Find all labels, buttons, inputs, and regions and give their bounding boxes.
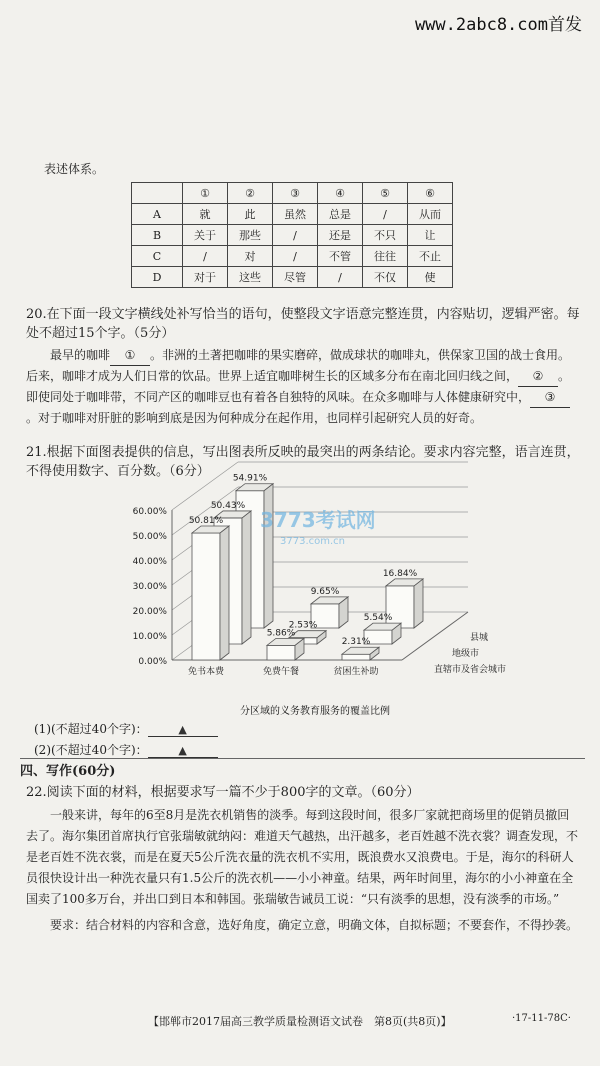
footer-code: ·17-11-78C· [512,1013,571,1024]
divider [20,758,585,759]
table-cell: ① [183,183,228,204]
answer-1-label: (1)(不超过40个字)： [34,722,148,736]
series-label: 直辖市及省会城市 [434,665,507,675]
y-tick-label: 60.00% [132,507,167,517]
table-row [132,267,453,288]
y-tick-label: 20.00% [132,607,167,617]
bar-front [342,654,370,660]
table-cell: 虽然 [273,204,318,225]
table-row [132,225,453,246]
table-cell: / [273,225,318,246]
bar-side [242,511,251,644]
data-label: 54.91% [232,473,268,484]
table-cell: 对 [228,246,273,267]
table-cell: ⑤ [363,183,408,204]
table-cell [132,183,183,204]
category-label: 免书本费 [187,667,225,677]
y-tick-label: 10.00% [132,632,167,642]
table-cell: 不管 [318,246,363,267]
q21-answer-1 [34,720,218,737]
bar-front [267,645,295,660]
table-cell: 那些 [228,225,273,246]
y-tick-label: 30.00% [132,582,167,592]
table-cell: 就 [183,204,228,225]
chart-title: 分区域的义务教育服务的覆盖比例 [240,706,390,717]
table-cell: / [273,246,318,267]
q22-requirement: 要求：结合材料的内容和含意，选好角度，确定立意，明确文体，自拟标题；不要套作，不得抄袭。 [50,918,579,932]
bar-side [414,579,423,628]
table-row [132,183,453,204]
table-cell: / [363,204,408,225]
table-cell: 尽管 [273,267,318,288]
table-cell: B [132,225,183,246]
answer-2-label: (2)(不超过40个字)： [34,743,148,757]
triangle-icon: ▲ [178,723,187,736]
table-row [132,246,453,267]
table-cell: 此 [228,204,273,225]
choice-table [131,182,453,288]
data-label: 50.81% [188,515,224,526]
data-label: 16.84% [382,568,418,579]
page-footer: 【邯郸市2017届高三教学质量检测语文试卷 第8页(共8页)】 [148,1015,452,1028]
table-cell: ④ [318,183,363,204]
data-label: 50.43% [210,500,246,511]
table-cell: 不仅 [363,267,408,288]
q20-title: 20.在下面一段文字横线处补写恰当的语句，使整段文字语意完整连贯，内容贴切，逻辑严密。每处不超过15个字。（5分） [26,307,580,341]
table-cell: ③ [273,183,318,204]
table-cell: 让 [408,225,453,246]
answer-2-line [148,743,218,758]
table-row [132,204,453,225]
blank-2: ② [518,366,558,387]
q20-passage-part1: 最早的咖啡 [50,348,111,362]
q20-passage-part3: 。即使同处于咖啡带，不同产区的咖啡豆也有着各自独特的风味。在众多咖啡与人体健康研究中， [26,369,571,404]
q22-title: 22.阅读下面的材料，根据要求写一篇不少于800字的文章。（60分） [26,785,420,800]
blank-1: ① [110,345,150,366]
y-tick-label: 50.00% [132,532,167,542]
q20-passage-part4: 。对于咖啡对肝脏的影响到底是因为何种成分在起作用，也同样引起研究人员的好奇。 [26,411,483,425]
q20-passage [26,345,581,428]
table-cell: D [132,267,183,288]
table-cell: 从而 [408,204,453,225]
table-cell: 对于 [183,267,228,288]
table-cell: 往往 [363,246,408,267]
data-label: 5.86% [266,628,296,639]
table-cell: 关于 [183,225,228,246]
q22-material: 一般来讲，每年的6至8月是洗衣机销售的淡季。每到这段时间，很多厂家就把商场里的促销员撤回去了。海尔集团首席执行官张瑞敏就纳闷：难道天气越热，出汗越多，老百姓越不洗衣裳？调查发现，不是老百姓不洗衣裳，而是在夏天5公斤洗衣量的洗衣机不实用，既浪费水又浪费电。于是，海尔的科研人员很快设计出一种洗衣量只有1.5公斤的洗衣机——小小神童。结果，两年时间里，海尔的小小神童在全国卖了100多万台，并出口到日本和韩国。张瑞敏告诫员工说：“只有淡季的思想，没有淡季的市场。” [26,808,579,906]
chart-watermark-url: 3773.com.cn [280,536,345,547]
table-cell: ⑥ [408,183,453,204]
bar-side [220,526,229,660]
data-label: 5.54% [363,613,393,624]
triangle-icon: ▲ [178,744,187,757]
table-cell: ② [228,183,273,204]
series-label: 县城 [470,633,489,643]
data-label: 2.31% [341,637,371,648]
series-label: 地级市 [452,649,480,659]
chart-watermark: 3773考试网 [260,508,376,532]
blank-3: ③ [530,387,570,408]
y-tick-label: 40.00% [132,557,167,567]
q21-answer-2 [34,741,218,758]
category-label: 免费午餐 [262,667,300,677]
table-cell: A [132,204,183,225]
table-cell: 不只 [363,225,408,246]
bar-front [192,533,220,660]
lead-text: 表述体系。 [44,162,105,176]
table-cell: 不止 [408,246,453,267]
section-writing: 四、写作(60分) [20,764,116,779]
table-cell: / [183,246,228,267]
q20-passage-part2: 。非洲的土著把咖啡的果实磨碎，做成球状的咖啡丸，供保家卫国的战士食用。后来，咖啡才成为人们日常的饮品。世界上适宜咖啡树生长的区域多分布在南北回归线之间， [26,348,571,383]
category-label: 贫困生补助 [333,667,379,677]
data-label: 9.65% [310,586,340,597]
table-cell: 总是 [318,204,363,225]
answer-1-line [148,722,218,737]
table-cell: C [132,246,183,267]
data-label: 2.53% [288,620,318,631]
table-cell: 这些 [228,267,273,288]
site-watermark: www.2abc8.com首发 [414,15,582,35]
table-cell: / [318,267,363,288]
coverage-chart [110,473,520,722]
bar-side [264,484,273,628]
q21-title: 21.根据下面图表提供的信息，写出图表所反映的最突出的两条结论。要求内容完整，语言连贯，不得使用数字、百分数。（6分） [26,445,580,479]
table-cell: 还是 [318,225,363,246]
y-tick-label: 0.00% [138,657,167,667]
table-cell: 使 [408,267,453,288]
